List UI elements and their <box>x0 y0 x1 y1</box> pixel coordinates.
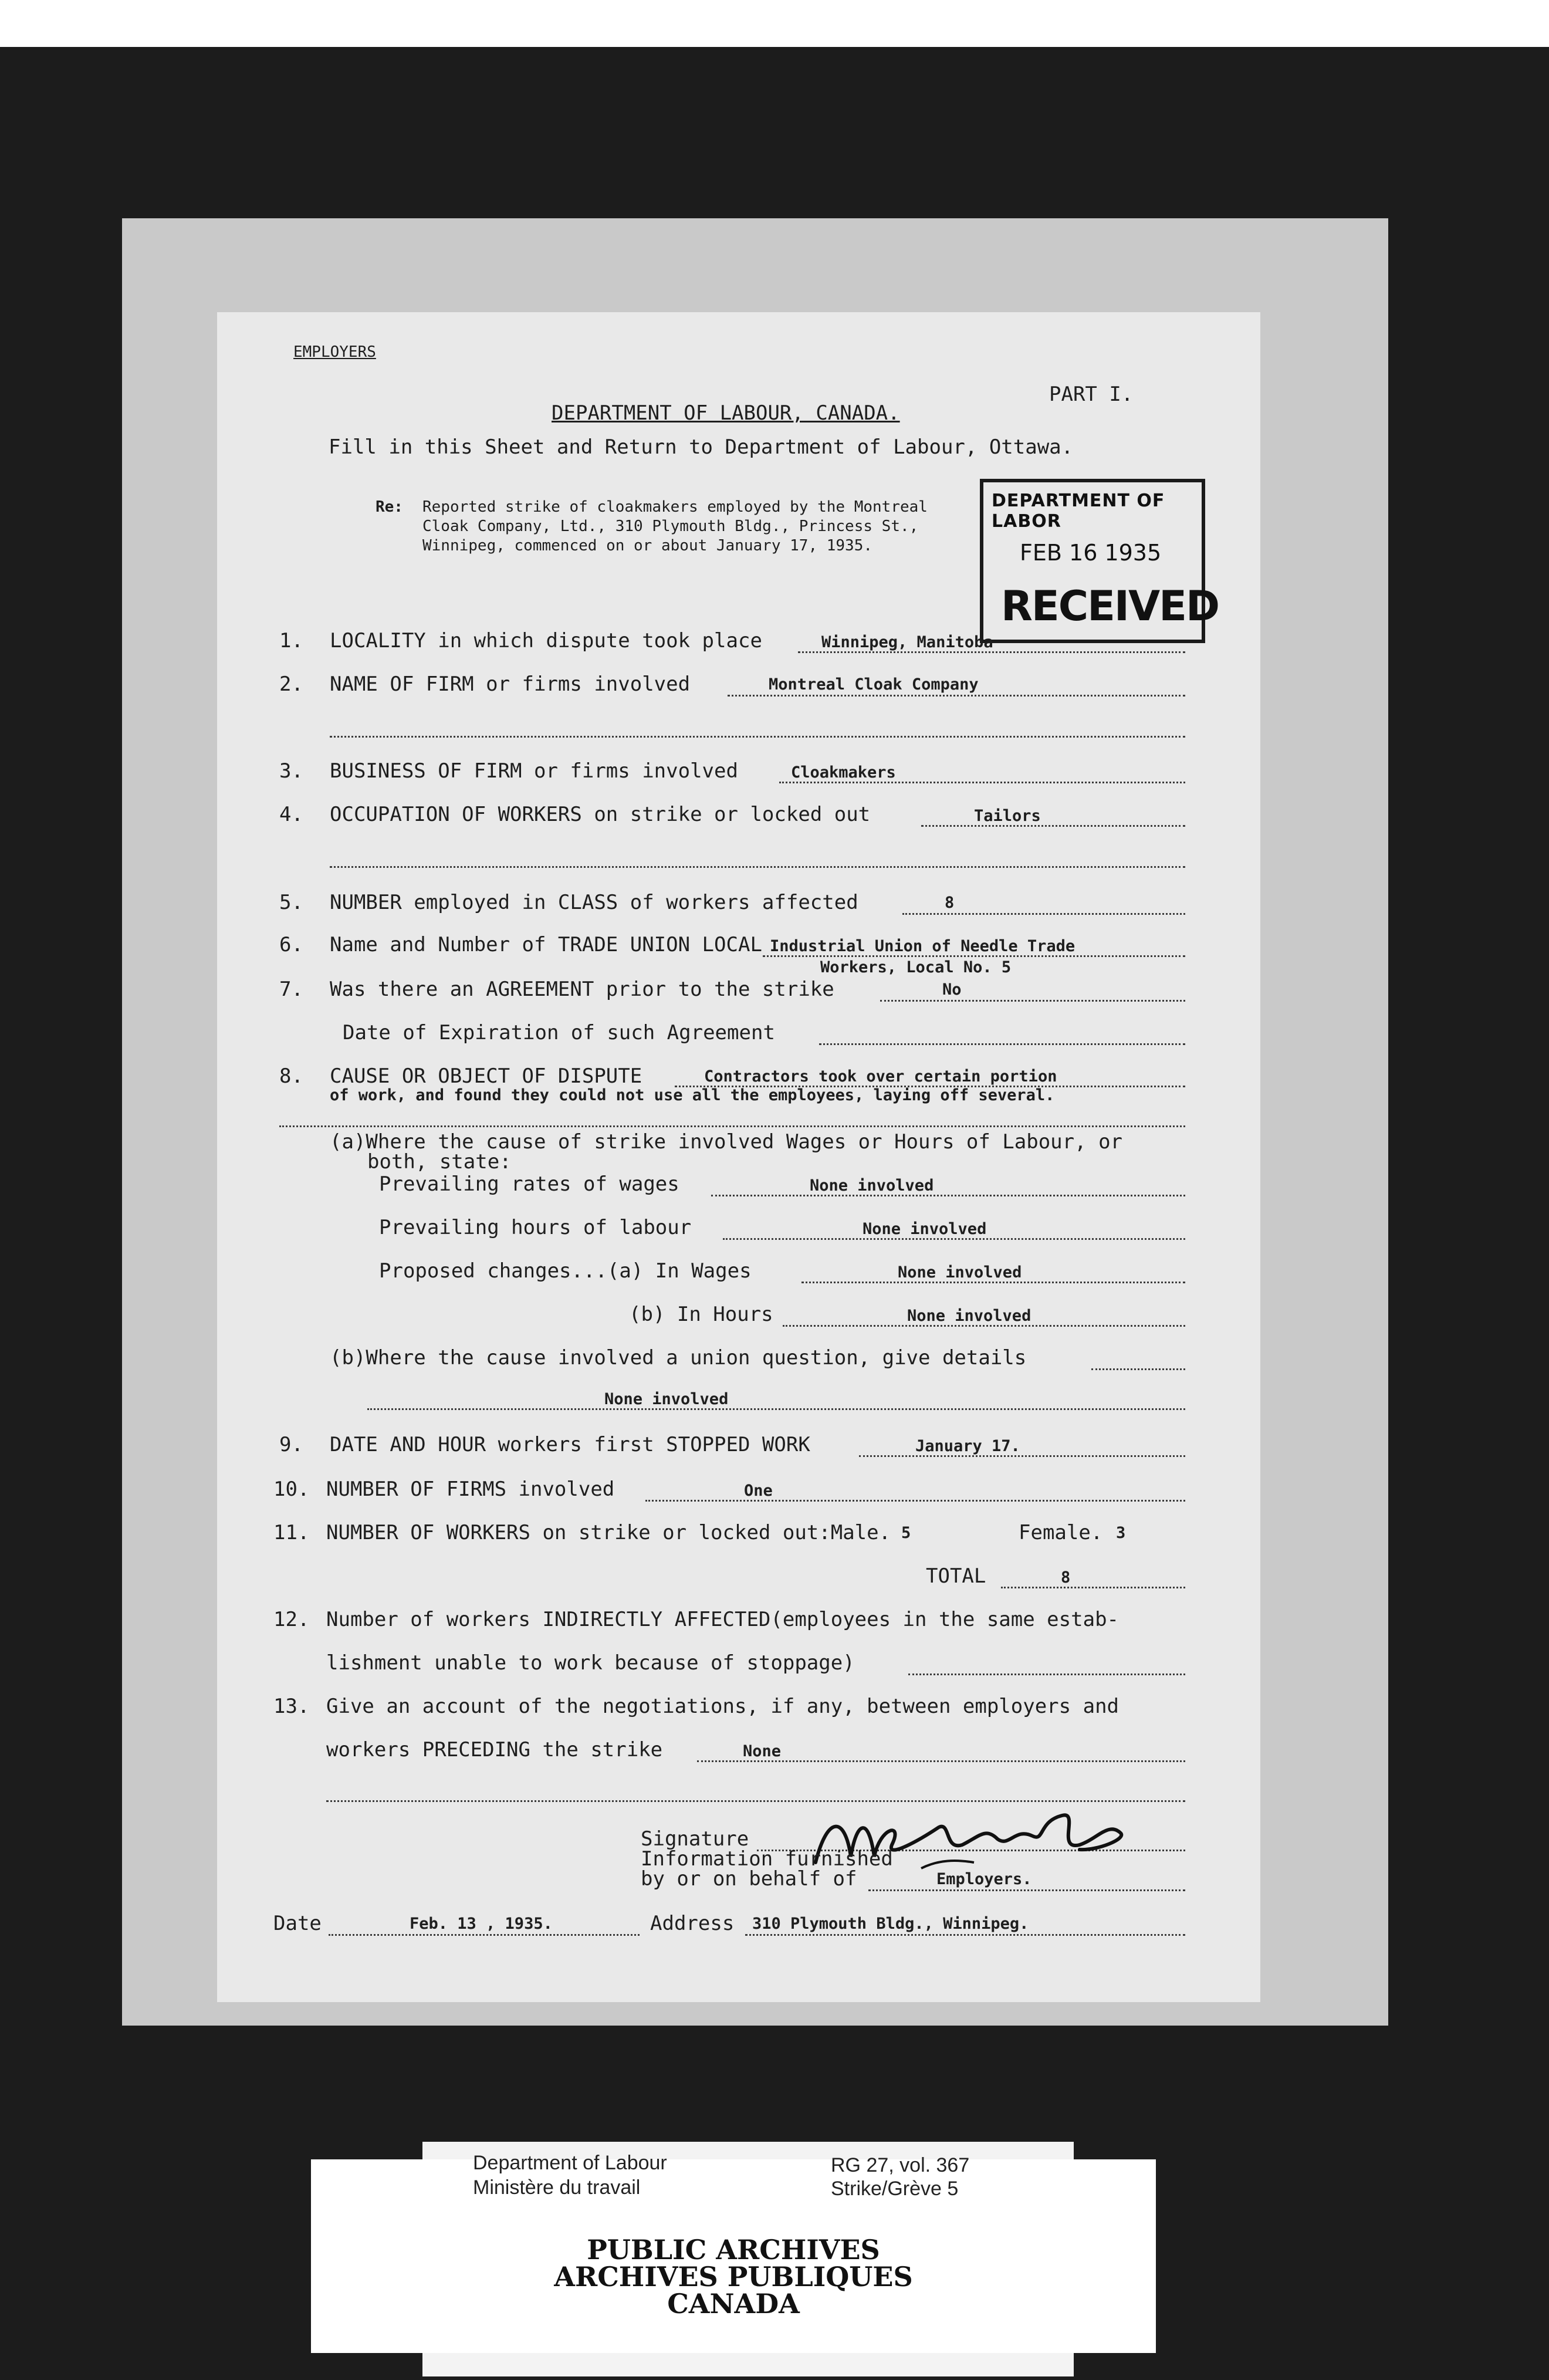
q5-label: NUMBER employed in CLASS of workers affected <box>330 891 858 914</box>
q10-answer: One <box>744 1482 773 1500</box>
q1-answer: Winnipeg, Manitoba <box>821 633 993 651</box>
q3-number: 3. <box>279 759 303 783</box>
q7-expiration-label: Date of Expiration of such Agreement <box>343 1021 775 1044</box>
q5-number: 5. <box>279 891 303 914</box>
q8a-label: (a)Where the cause of strike involved Wages or Hours of Labour, or <box>330 1130 1123 1154</box>
q10-label: NUMBER OF FIRMS involved <box>326 1478 615 1501</box>
label-ref-volume: RG 27, vol. 367 <box>831 2154 970 2176</box>
q11-number: 11. <box>273 1521 310 1544</box>
q8-label: CAUSE OR OBJECT OF DISPUTE <box>330 1064 642 1088</box>
q13-answer: None <box>743 1742 782 1760</box>
q6-number: 6. <box>279 933 303 956</box>
behalf-label: by or on behalf of <box>641 1867 857 1891</box>
re-label: Re: <box>376 498 403 516</box>
label-dept-fr: Ministère du travail <box>473 2176 641 2199</box>
re-line-3: Winnipeg, commenced on or about January 17, 1935. <box>422 537 873 555</box>
label-public-archives: PUBLIC ARCHIVES <box>587 2234 880 2266</box>
q12-number: 12. <box>273 1608 310 1631</box>
q11-female-label: Female. <box>1019 1521 1103 1544</box>
q12-label-2: lishment unable to work because of stoppage) <box>326 1651 855 1675</box>
q6-label: Name and Number of TRADE UNION LOCAL <box>330 933 762 956</box>
q3-label: BUSINESS OF FIRM or firms involved <box>330 759 738 783</box>
q8-answer-2: of work, and found they could not use all the employees, laying off several. <box>330 1086 1055 1104</box>
address-answer: 310 Plymouth Bldg., Winnipeg. <box>752 1915 1029 1933</box>
label-ref-strike: Strike/Grève 5 <box>831 2178 959 2200</box>
q8a-label-2: both, state: <box>367 1150 512 1174</box>
wage-rates-answer: None involved <box>810 1177 934 1195</box>
stamp-department: DEPARTMENT OF LABOR <box>992 491 1165 532</box>
q13-label: Give an account of the negotiations, if any, between employers and <box>326 1695 1120 1718</box>
q7-label: Was there an AGREEMENT prior to the strike <box>330 978 834 1001</box>
q2-number: 2. <box>279 672 303 696</box>
q6-answer: Industrial Union of Needle Trade <box>770 937 1075 955</box>
proposed-wages-answer: None involved <box>898 1263 1022 1282</box>
q13-label-2: workers PRECEDING the strike <box>326 1738 663 1762</box>
re-line-2: Cloak Company, Ltd., 310 Plymouth Bldg., Princess St., <box>422 518 919 535</box>
department-title: DEPARTMENT OF LABOUR, CANADA. <box>552 401 900 425</box>
q5-answer: 8 <box>945 894 955 912</box>
stamp-date: FEB 16 1935 <box>1020 540 1162 566</box>
label-canada: CANADA <box>667 2288 800 2320</box>
top-margin <box>0 0 1549 47</box>
q8b-answer: None involved <box>604 1390 729 1408</box>
received-stamp <box>980 479 1219 643</box>
q7-answer: No <box>942 981 962 999</box>
q4-number: 4. <box>279 803 303 826</box>
strike-report-form <box>217 312 1260 2002</box>
date-answer: Feb. 13 , 1935. <box>410 1915 553 1933</box>
q9-number: 9. <box>279 1433 303 1456</box>
proposed-wages-label: Proposed changes...(a) In Wages <box>379 1259 752 1283</box>
q11-total-label: TOTAL <box>926 1564 986 1588</box>
q6-answer-2: Workers, Local No. 5 <box>820 958 1012 976</box>
q10-number: 10. <box>273 1478 310 1501</box>
label-dept-en: Department of Labour <box>473 2152 667 2174</box>
q4-label: OCCUPATION OF WORKERS on strike or locked out <box>330 803 871 826</box>
hours-label: Prevailing hours of labour <box>379 1216 692 1239</box>
wage-rates-label: Prevailing rates of wages <box>379 1172 679 1196</box>
q3-answer: Cloakmakers <box>791 763 896 782</box>
q12-label: Number of workers INDIRECTLY AFFECTED(employees in the same estab- <box>326 1608 1120 1631</box>
q1-number: 1. <box>279 629 303 653</box>
q11-male: 5 <box>901 1524 911 1542</box>
re-line-1: Reported strike of cloakmakers employed by the Montreal <box>422 498 928 516</box>
q8-number: 8. <box>279 1064 303 1088</box>
q1-label: LOCALITY in which dispute took place <box>330 629 762 653</box>
q8b-label: (b)Where the cause involved a union question, give details <box>330 1346 1027 1370</box>
proposed-hours-answer: None involved <box>907 1307 1031 1325</box>
q9-answer: January 17. <box>915 1437 1020 1455</box>
address-label: Address <box>650 1912 735 1935</box>
q7-number: 7. <box>279 978 303 1001</box>
q9-label: DATE AND HOUR workers first STOPPED WORK <box>330 1433 810 1456</box>
q13-number: 13. <box>273 1695 310 1718</box>
q11-female: 3 <box>1116 1524 1126 1542</box>
date-label: Date <box>273 1912 322 1935</box>
employers-heading: EMPLOYERS <box>293 343 376 361</box>
hours-answer: None involved <box>863 1220 987 1238</box>
q8-answer: Contractors took over certain portion <box>704 1067 1057 1086</box>
proposed-hours-label: (b) In Hours <box>629 1303 773 1326</box>
label-archives-publiques: ARCHIVES PUBLIQUES <box>554 2261 913 2293</box>
q4-answer: Tailors <box>974 807 1041 825</box>
q2-answer: Montreal Cloak Company <box>769 675 979 694</box>
information-label: Information furnished <box>641 1847 893 1871</box>
q11-total: 8 <box>1061 1568 1071 1587</box>
q2-label: NAME OF FIRM or firms involved <box>330 672 691 696</box>
behalf-answer: Employers. <box>936 1870 1032 1888</box>
signature-label: Signature <box>641 1827 749 1851</box>
q11-label: NUMBER OF WORKERS on strike or locked out:Male. <box>326 1521 891 1544</box>
stamp-received: RECEIVED <box>1001 582 1219 630</box>
instruction-text: Fill in this Sheet and Return to Department of Labour, Ottawa. <box>329 435 1074 459</box>
part-label: PART I. <box>1049 383 1134 406</box>
